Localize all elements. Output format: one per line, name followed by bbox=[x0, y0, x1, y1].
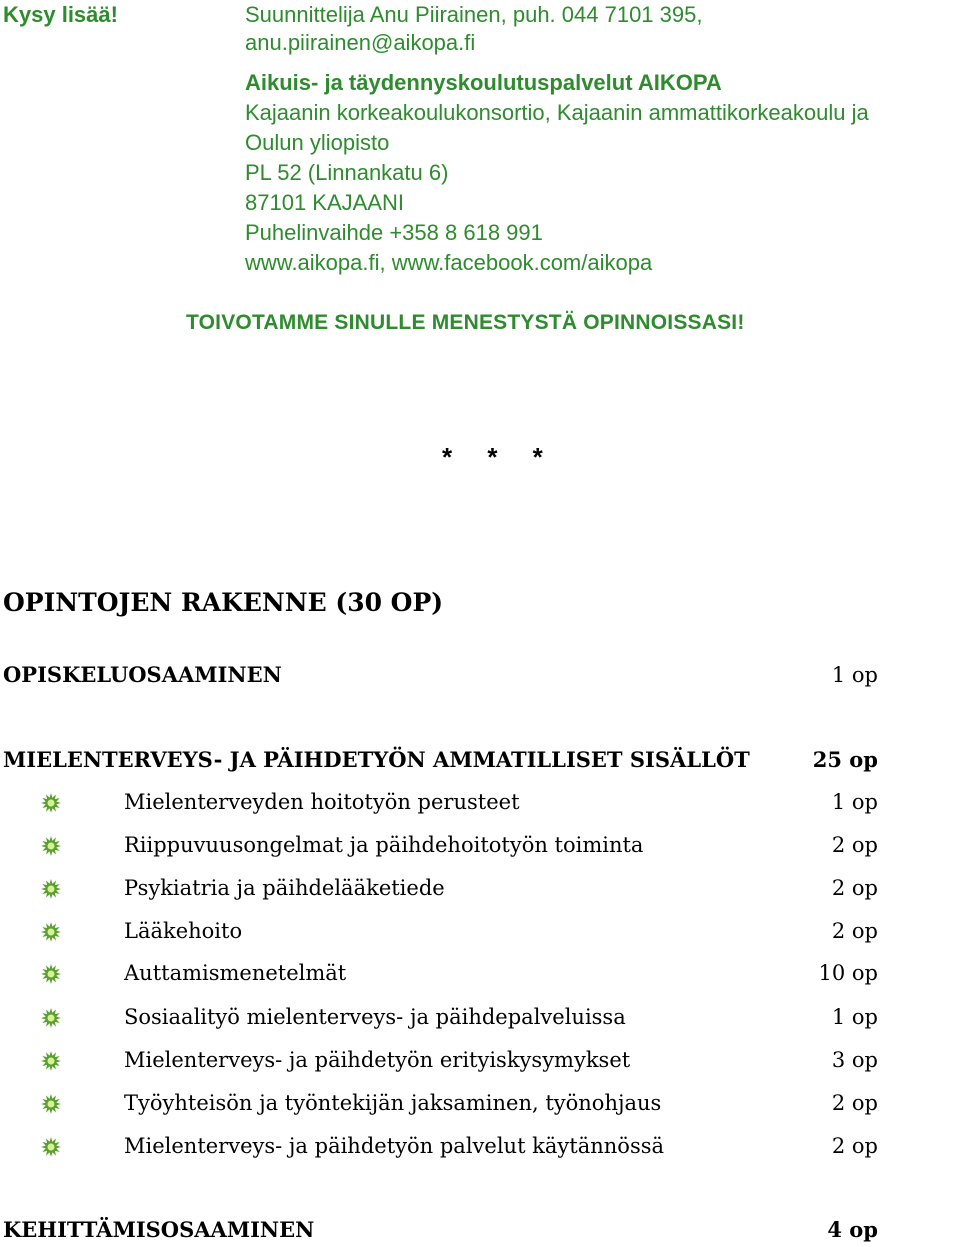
course-credits: 1 op bbox=[831, 1005, 878, 1029]
course-credits: 2 op bbox=[831, 919, 878, 943]
list-item bbox=[0, 917, 960, 947]
contact-po-box: PL 52 (Linnankatu 6) bbox=[245, 160, 449, 185]
course-credits: 2 op bbox=[831, 833, 878, 857]
success-wish-banner: TOIVOTAMME SINULLE MENESTYSTÄ OPINNOISSASI! bbox=[186, 311, 745, 334]
green-star-bullet-icon bbox=[40, 1093, 62, 1115]
separator-asterisks: * * * bbox=[442, 442, 543, 472]
green-star-bullet-icon bbox=[40, 878, 62, 900]
course-name: Psykiatria ja päihdelääketiede bbox=[124, 876, 445, 900]
section-study-skills-credits: 1 op bbox=[831, 663, 878, 687]
list-item bbox=[0, 1132, 960, 1162]
course-name: Auttamismenetelmät bbox=[124, 961, 347, 985]
section-professional-contents: MIELENTERVEYS- JA PÄIHDETYÖN AMMATILLISET SISÄLLÖT bbox=[3, 747, 750, 772]
course-name: Työyhteisön ja työntekijän jaksaminen, työnohjaus bbox=[124, 1091, 662, 1115]
section-study-skills: OPISKELUOSAAMINEN bbox=[3, 662, 282, 687]
green-star-bullet-icon bbox=[40, 1050, 62, 1072]
list-item bbox=[0, 1089, 960, 1119]
contact-organization: Aikuis- ja täydennyskoulutuspalvelut AIKOPA bbox=[245, 70, 722, 95]
contact-planner: Suunnittelija Anu Piirainen, puh. 044 7101 395, bbox=[245, 2, 703, 27]
course-name: Lääkehoito bbox=[124, 919, 243, 943]
green-star-bullet-icon bbox=[40, 792, 62, 814]
structure-title: OPINTOJEN RAKENNE (30 OP) bbox=[3, 588, 444, 617]
course-credits: 2 op bbox=[831, 1134, 878, 1158]
list-item bbox=[0, 959, 960, 989]
contact-websites-link[interactable]: www.aikopa.fi, www.facebook.com/aikopa bbox=[245, 250, 653, 275]
contact-university: Oulun yliopisto bbox=[245, 130, 390, 155]
section-development-skills: KEHITTÄMISOSAAMINEN bbox=[3, 1217, 315, 1242]
course-credits: 1 op bbox=[831, 790, 878, 814]
list-item bbox=[0, 1003, 960, 1033]
section-development-skills-credits: 4 op bbox=[827, 1217, 878, 1242]
green-star-bullet-icon bbox=[40, 835, 62, 857]
course-credits: 3 op bbox=[831, 1048, 878, 1072]
list-item bbox=[0, 831, 960, 861]
list-item bbox=[0, 788, 960, 818]
list-item bbox=[0, 874, 960, 904]
green-star-bullet-icon bbox=[40, 1136, 62, 1158]
contact-consortium: Kajaanin korkeakoulukonsortio, Kajaanin ammattikorkeakoulu ja bbox=[245, 100, 869, 125]
course-credits: 2 op bbox=[831, 876, 878, 900]
course-credits: 10 op bbox=[818, 961, 878, 985]
section-professional-contents-credits: 25 op bbox=[812, 747, 878, 772]
contact-email-link[interactable]: anu.piirainen@aikopa.fi bbox=[245, 30, 476, 55]
course-credits: 2 op bbox=[831, 1091, 878, 1115]
green-star-bullet-icon bbox=[40, 963, 62, 985]
green-star-bullet-icon bbox=[40, 921, 62, 943]
course-name: Riippuvuusongelmat ja päihdehoitotyön toiminta bbox=[124, 833, 644, 857]
ask-more-label: Kysy lisää! bbox=[3, 2, 118, 27]
course-name: Mielenterveys- ja päihdetyön erityiskysymykset bbox=[124, 1048, 631, 1072]
course-name: Mielenterveys- ja päihdetyön palvelut käytännössä bbox=[124, 1134, 665, 1158]
list-item bbox=[0, 1046, 960, 1076]
course-name: Sosiaalityö mielenterveys- ja päihdepalveluissa bbox=[124, 1005, 626, 1029]
contact-postal-code: 87101 KAJAANI bbox=[245, 190, 404, 215]
green-star-bullet-icon bbox=[40, 1007, 62, 1029]
course-name: Mielenterveyden hoitotyön perusteet bbox=[124, 790, 520, 814]
contact-switchboard: Puhelinvaihde +358 8 618 991 bbox=[245, 220, 543, 245]
